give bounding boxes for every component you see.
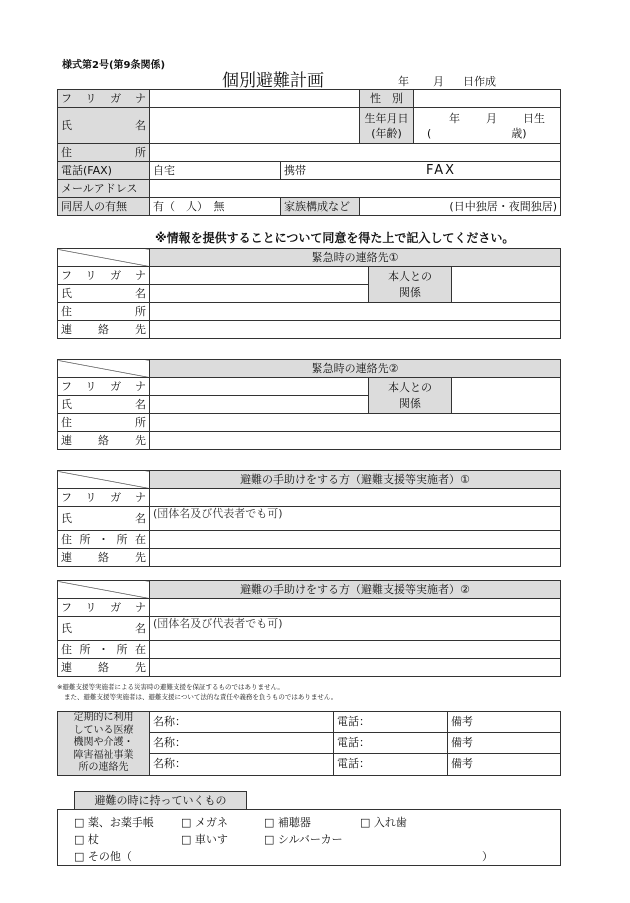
service-3-phone[interactable]: 電話：	[334, 754, 448, 775]
address-label: 住所	[58, 144, 150, 162]
gender-field[interactable]	[414, 90, 561, 108]
supporter-2-table	[57, 580, 561, 677]
address-field[interactable]	[150, 641, 561, 659]
name-label: 氏名	[58, 396, 150, 414]
address-label: 住所・所在	[58, 531, 150, 549]
cohabit-field[interactable]: 有（ 人） 無	[150, 198, 281, 216]
name-label: 氏名	[58, 108, 150, 144]
name-label: 氏名	[58, 617, 150, 641]
home-phone-field[interactable]: 自宅	[150, 162, 281, 180]
furigana-field[interactable]	[150, 267, 369, 285]
name-field[interactable]	[150, 108, 360, 144]
header-diagonal	[58, 360, 150, 378]
item-wheelchair[interactable]: □ 車いす	[181, 833, 228, 846]
contact-label: 連絡先	[58, 321, 150, 339]
items-box	[57, 809, 561, 866]
address-field[interactable]	[150, 303, 561, 321]
service-1-phone[interactable]: 電話：	[334, 712, 448, 733]
supporter-1-title: 避難の手助けをする方（避難支援等実施者）①	[150, 471, 561, 489]
consent-notice: ※情報を提供することについて同意を得た上で記入してください。	[155, 231, 515, 245]
emergency-1-title: 緊急時の連絡先①	[150, 249, 561, 267]
form-number: 様式第2号(第9条関係)	[62, 60, 166, 71]
items-title: 避難の時に持っていくもの	[74, 791, 247, 810]
phone-label: 電話(FAX)	[58, 162, 150, 180]
service-2-note[interactable]: 備考	[448, 733, 561, 754]
name-field[interactable]: (団体名及び代表者でも可)	[150, 617, 561, 641]
relation-label: 本人との 関係	[369, 267, 452, 303]
address-label: 住所・所在	[58, 641, 150, 659]
header-diagonal	[58, 471, 150, 489]
furigana-label: フリガナ	[58, 489, 150, 507]
date-month: 月	[433, 75, 444, 88]
relation-field[interactable]	[452, 267, 561, 303]
service-1-note[interactable]: 備考	[448, 712, 561, 733]
contact-field[interactable]	[150, 659, 561, 677]
service-2-phone[interactable]: 電話：	[334, 733, 448, 754]
address-label: 住所	[58, 303, 150, 321]
service-3-name[interactable]: 名称：	[150, 754, 334, 775]
disclaimer-1: ※避難支援等実施者による災害時の避難支援を保証するものではありません。	[57, 683, 284, 691]
cohabit-label: 同居人の有無	[58, 198, 150, 216]
contact-field[interactable]	[150, 549, 561, 567]
contact-label: 連絡先	[58, 432, 150, 450]
services-label: 定期的に利用 している医療 機関や介護・ 障害福祉事業 所の連絡先	[58, 712, 150, 776]
header-diagonal	[58, 249, 150, 267]
address-field[interactable]	[150, 144, 561, 162]
family-field[interactable]: (日中独居・夜間独居)	[360, 198, 561, 216]
basic-info-table	[57, 89, 561, 216]
furigana-field[interactable]	[150, 599, 561, 617]
item-other-close: ）	[482, 850, 493, 863]
name-field[interactable]: (団体名及び代表者でも可)	[150, 507, 561, 531]
birth-label: 生年月日 (年齢)	[360, 108, 414, 144]
name-label: 氏名	[58, 507, 150, 531]
birth-field[interactable]: 年 月 日生 ( 歳)	[414, 108, 561, 144]
disclaimer-2: また、避難支援等実施者は、避難支援について法的な責任や義務を負うものではありません。	[64, 693, 338, 701]
furigana-label: フリガナ	[58, 599, 150, 617]
item-medicine[interactable]: □ 薬、お薬手帳	[74, 816, 154, 829]
page-title: 個別避難計画	[222, 71, 324, 91]
address-field[interactable]	[150, 414, 561, 432]
relation-label: 本人との 関係	[369, 378, 452, 414]
furigana-field[interactable]	[150, 378, 369, 396]
item-other[interactable]: □ その他（	[74, 850, 132, 863]
furigana-label: フリガナ	[58, 267, 150, 285]
mobile-fax-field[interactable]: 携帯 FAX	[281, 162, 561, 180]
name-field[interactable]	[150, 396, 369, 414]
email-label: メールアドレス	[58, 180, 150, 198]
item-glasses[interactable]: □ メガネ	[181, 816, 228, 829]
furigana-field[interactable]	[150, 489, 561, 507]
address-label: 住所	[58, 414, 150, 432]
service-1-name[interactable]: 名称：	[150, 712, 334, 733]
relation-field[interactable]	[452, 378, 561, 414]
contact-label: 連絡先	[58, 659, 150, 677]
email-field[interactable]	[150, 180, 561, 198]
date-created: 日作成	[463, 75, 496, 88]
address-field[interactable]	[150, 531, 561, 549]
name-label: 氏名	[58, 285, 150, 303]
contact-field[interactable]	[150, 432, 561, 450]
contact-label: 連絡先	[58, 549, 150, 567]
emergency-contact-2-table	[57, 359, 561, 450]
supporter-1-table	[57, 470, 561, 567]
service-2-name[interactable]: 名称：	[150, 733, 334, 754]
furigana-label: フリガナ	[58, 378, 150, 396]
item-walker[interactable]: □ シルバーカー	[264, 833, 343, 846]
services-table	[57, 711, 561, 776]
item-cane[interactable]: □ 杖	[74, 833, 99, 846]
contact-field[interactable]	[150, 321, 561, 339]
furigana-field[interactable]	[150, 90, 360, 108]
supporter-2-title: 避難の手助けをする方（避難支援等実施者）②	[150, 581, 561, 599]
item-hearing-aid[interactable]: □ 補聴器	[264, 816, 311, 829]
item-dentures[interactable]: □ 入れ歯	[360, 816, 407, 829]
furigana-label: フリガナ	[58, 90, 150, 108]
emergency-contact-1-table	[57, 248, 561, 339]
service-3-note[interactable]: 備考	[448, 754, 561, 775]
name-field[interactable]	[150, 285, 369, 303]
family-label: 家族構成など	[281, 198, 360, 216]
date-year: 年	[398, 75, 409, 88]
emergency-2-title: 緊急時の連絡先②	[150, 360, 561, 378]
gender-label: 性 別	[360, 90, 414, 108]
header-diagonal	[58, 581, 150, 599]
